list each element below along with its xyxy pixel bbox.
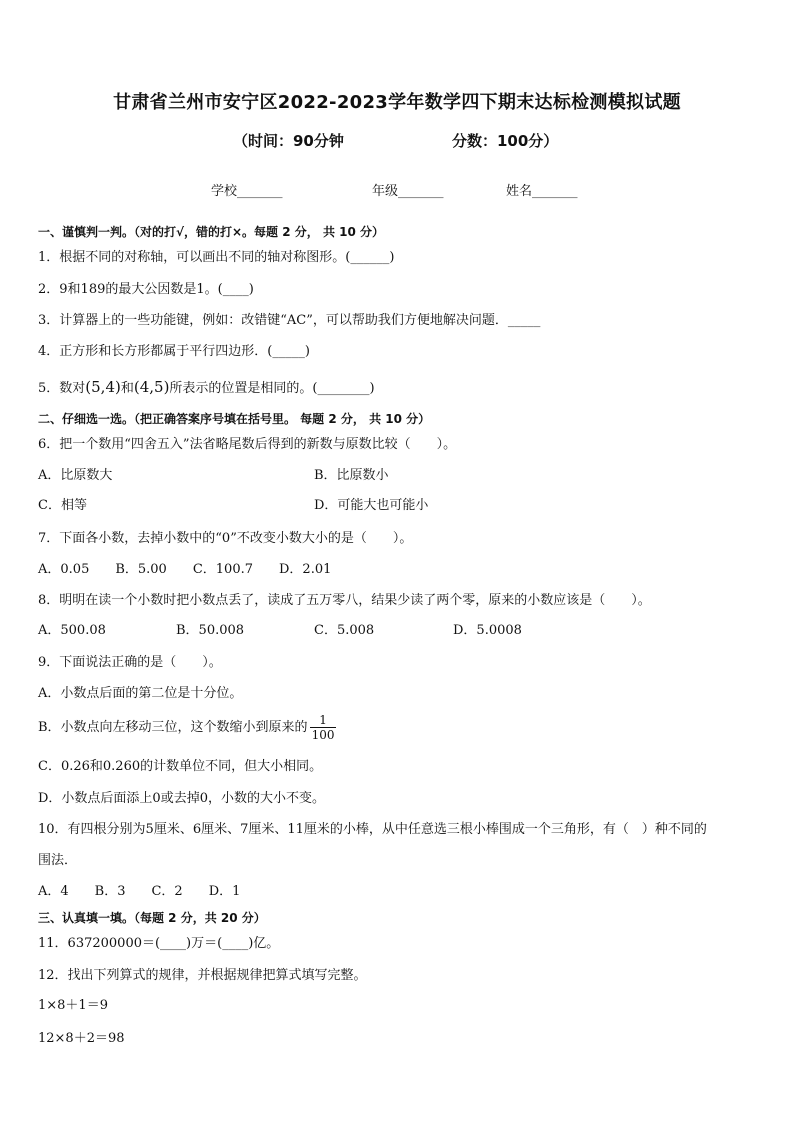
question-9: 9．下面说法正确的是（ ）。: [38, 655, 222, 670]
exam-score: 分数：100分）: [452, 132, 559, 150]
question-5: [38, 378, 375, 398]
question-11: 11．637200000＝(____)万＝(____)亿。: [38, 936, 280, 951]
question-5-suffix: 所表示的位置是相同的。(________): [169, 381, 375, 396]
question-4: 4．正方形和长方形都属于平行四边形．(_____): [38, 344, 310, 359]
question-8-option-b: B．50.008: [176, 623, 245, 638]
section-2-heading: 二、仔细选一选。（把正确答案序号填在括号里。 每题 2 分， 共 10 分）: [38, 412, 431, 426]
question-5-prefix: 5．数对: [38, 381, 86, 396]
question-1: 1．根据不同的对称轴，可以画出不同的轴对称图形。(______): [38, 250, 395, 265]
exam-time: （时间：90分钟: [233, 132, 344, 150]
question-2: 2．9和189的最大公因数是1。(____): [38, 282, 254, 297]
section-3-heading: 三、认真填一填。（每题 2 分，共 20 分）: [38, 911, 266, 925]
coordinate-pair-1: (5,4): [85, 378, 121, 396]
equation-2: 12×8＋2＝98: [38, 1031, 125, 1046]
question-10-line-2: 围法．: [38, 853, 78, 868]
question-6-option-b: B．比原数小: [314, 468, 389, 483]
name-field: 姓名_______: [506, 184, 578, 199]
equation-1: 1×8＋1＝9: [38, 998, 108, 1013]
question-9-option-c: C．0.26和0.260的计数单位不同，但大小相同。: [38, 759, 323, 774]
question-9-option-d: D．小数点后面添上0或去掉0，小数的大小不变。: [38, 791, 325, 806]
grade-field: 年级_______: [372, 184, 444, 199]
question-10-options: A．4 B．3 C．2 D．1: [38, 884, 241, 899]
question-9-option-b: [38, 713, 336, 742]
question-6-option-a: A．比原数大: [38, 468, 113, 483]
question-8: 8．明明在读一个小数时把小数点丢了，读成了五万零八，结果少读了两个零，原来的小数应该是（ ）。: [38, 593, 651, 608]
question-3: 3．计算器上的一些功能键，例如：改错键“AC”，可以帮助我们方便地解决问题．_____: [38, 313, 541, 328]
question-6: 6．把一个数用“四舍五入”法省略尾数后得到的新数与原数比较（ ）。: [38, 437, 457, 452]
question-8-option-c: C．5.008: [314, 623, 375, 638]
question-6-option-c: C．相等: [38, 498, 87, 513]
fraction-denominator: 100: [311, 728, 335, 742]
fraction-numerator: 1: [310, 713, 337, 728]
question-7-options: A．0.05 B．5.00 C．100.7 D．2.01: [38, 562, 332, 577]
question-10-line-1: 10．有四根分别为5厘米、6厘米、7厘米、11厘米的小棒，从中任意选三根小棒围成一个三角形，有（ ）种不同的: [38, 822, 707, 837]
question-9-option-a: A．小数点后面的第二位是十分位。: [38, 686, 243, 701]
section-1-heading: 一、谨慎判一判。（对的打√，错的打×。每题 2 分， 共 10 分）: [38, 225, 384, 239]
question-8-option-d: D．5.0008: [453, 623, 522, 638]
question-6-option-d: D．可能大也可能小: [314, 498, 429, 513]
question-12: 12．找出下列算式的规律，并根据规律把算式填写完整。: [38, 968, 367, 983]
coordinate-pair-2: (4,5): [133, 378, 170, 396]
question-7: 7．下面各小数，去掉小数中的“0”不改变小数大小的是（ ）。: [38, 531, 413, 546]
question-8-option-a: A．500.08: [38, 623, 106, 638]
question-9-option-b-text: B．小数点向左移动三位，这个数缩小到原来的: [38, 720, 308, 735]
fraction-one-hundredth: [310, 713, 337, 742]
exam-title: 甘肃省兰州市安宁区2022-2023学年数学四下期末达标检测模拟试题: [113, 92, 681, 113]
question-5-middle: 和: [120, 381, 134, 396]
school-field: 学校_______: [211, 184, 283, 199]
